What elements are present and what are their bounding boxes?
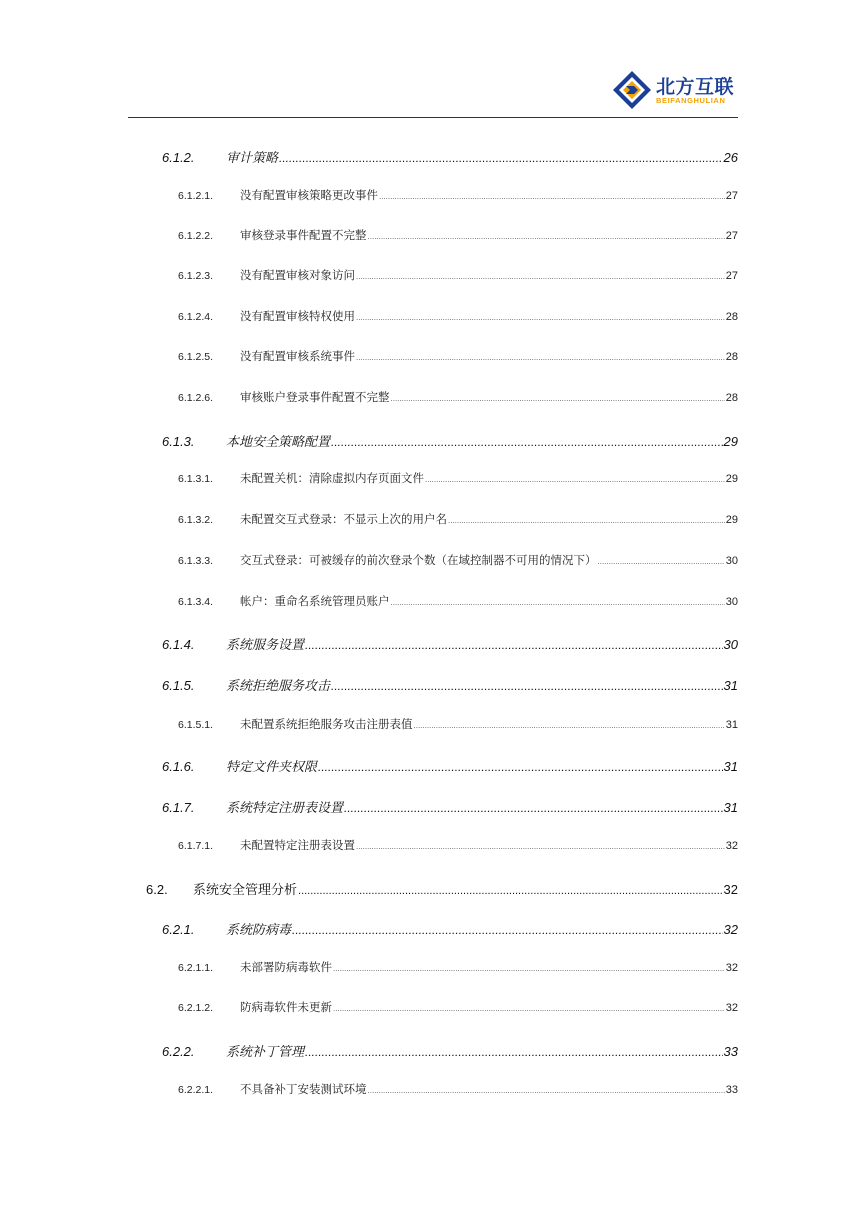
- toc-entry[interactable]: [178, 389, 738, 405]
- toc-dot-leader: [318, 760, 723, 774]
- toc-dot-leader: [305, 638, 723, 652]
- toc-dot-leader: [425, 475, 725, 484]
- toc-entry-title: 没有配置审核对象访问: [240, 268, 355, 282]
- toc-entry[interactable]: [146, 879, 738, 898]
- toc-entry[interactable]: [178, 227, 738, 243]
- toc-dot-leader: [333, 1004, 725, 1013]
- toc-entry-title: 审核账户登录事件配置不完整: [240, 390, 390, 404]
- toc-entry[interactable]: [178, 959, 738, 975]
- toc-entry[interactable]: [162, 634, 738, 653]
- toc-entry-title: 系统安全管理分析: [193, 883, 298, 898]
- toc-entry[interactable]: [178, 552, 738, 568]
- toc-entry[interactable]: [178, 716, 738, 732]
- toc-dot-leader: [331, 435, 723, 449]
- toc-entry-page: 32: [723, 882, 738, 897]
- toc-entry[interactable]: [178, 267, 738, 283]
- logo-chinese-name: 北方互联: [656, 76, 735, 98]
- toc-dot-leader: [356, 842, 725, 851]
- toc-dot-leader: [356, 272, 725, 281]
- toc-entry[interactable]: [178, 1081, 738, 1097]
- toc-entry-number: 6.1.7.: [162, 800, 195, 815]
- toc-dot-leader: [333, 964, 725, 973]
- toc-dot-leader: [279, 151, 723, 165]
- toc-entry-number: 6.2.1.: [162, 922, 195, 937]
- toc-entry-number: 6.1.5.1.: [178, 719, 214, 731]
- toc-entry-number: 6.2.2.1.: [178, 1084, 214, 1096]
- toc-entry-title: 未配置特定注册表设置: [240, 838, 355, 852]
- toc-entry[interactable]: [162, 147, 738, 166]
- toc-dot-leader: [305, 1045, 723, 1059]
- toc-entry-title: 系统防病毒: [226, 923, 292, 938]
- toc-entry[interactable]: [178, 511, 738, 527]
- toc-entry[interactable]: [178, 593, 738, 609]
- toc-dot-leader: [379, 192, 725, 201]
- toc-entry-page: 27: [725, 270, 738, 282]
- toc-entry-title: 系统服务设置: [226, 638, 305, 653]
- toc-entry-page: 32: [725, 1002, 738, 1014]
- toc-entry-page: 30: [725, 596, 738, 608]
- toc-entry-title: 系统拒绝服务攻击: [226, 679, 331, 694]
- toc-entry-number: 6.2.1.1.: [178, 962, 214, 974]
- toc-entry-number: 6.2.2.: [162, 1044, 195, 1059]
- toc-entry[interactable]: [178, 470, 738, 486]
- toc-entry-title: 交互式登录：可被缓存的前次登录个数（在域控制器不可用的情况下）: [240, 553, 597, 567]
- toc-entry[interactable]: [178, 348, 738, 364]
- toc-entry[interactable]: [178, 308, 738, 324]
- toc-entry-number: 6.2.1.2.: [178, 1002, 214, 1014]
- toc-entry-page: 27: [725, 190, 738, 202]
- toc-entry-number: 6.1.2.5.: [178, 351, 214, 363]
- toc-dot-leader: [368, 232, 725, 241]
- toc-entry-title: 没有配置审核策略更改事件: [240, 188, 378, 202]
- toc-entry[interactable]: [178, 187, 738, 203]
- toc-dot-leader: [391, 598, 725, 607]
- toc-entry-number: 6.1.7.1.: [178, 840, 214, 852]
- toc-entry-number: 6.2.: [146, 882, 168, 897]
- toc-entry-number: 6.1.2.4.: [178, 311, 214, 323]
- logo-diamond-icon: [612, 70, 652, 110]
- toc-dot-leader: [414, 721, 725, 730]
- toc-entry[interactable]: [178, 837, 738, 853]
- toc-entry-number: 6.1.2.: [162, 150, 195, 165]
- toc-entry-title: 帐户：重命名系统管理员账户: [240, 594, 390, 608]
- toc-entry-number: 6.1.3.2.: [178, 514, 214, 526]
- toc-entry-page: 31: [723, 759, 738, 774]
- toc-entry-title: 特定文件夹权限: [226, 760, 318, 775]
- toc-entry-page: 29: [723, 434, 738, 449]
- toc-entry-page: 31: [723, 800, 738, 815]
- toc-dot-leader: [598, 557, 725, 566]
- toc-entry[interactable]: [162, 756, 738, 775]
- toc-entry-page: 33: [725, 1084, 738, 1096]
- toc-entry-page: 30: [725, 555, 738, 567]
- toc-dot-leader: [448, 516, 725, 525]
- toc-entry-page: 28: [725, 392, 738, 404]
- toc-entry-number: 6.1.4.: [162, 637, 195, 652]
- toc-entry-page: 28: [725, 351, 738, 363]
- toc-dot-leader: [368, 1086, 725, 1095]
- toc-entry-title: 审核登录事件配置不完整: [240, 228, 367, 242]
- toc-dot-leader: [292, 923, 723, 937]
- toc-entry[interactable]: [178, 999, 738, 1015]
- toc-entry-title: 系统特定注册表设置: [226, 801, 344, 816]
- toc-entry-number: 6.1.2.6.: [178, 392, 214, 404]
- toc-entry-page: 28: [725, 311, 738, 323]
- toc-entry-page: 32: [725, 962, 738, 974]
- toc-dot-leader: [344, 801, 723, 815]
- toc-entry-number: 6.1.5.: [162, 678, 195, 693]
- toc-entry-page: 32: [723, 922, 738, 937]
- toc-dot-leader: [356, 353, 725, 362]
- toc-entry-page: 32: [725, 840, 738, 852]
- toc-entry-title: 没有配置审核特权使用: [240, 309, 355, 323]
- toc-entry-number: 6.1.2.1.: [178, 190, 214, 202]
- toc-entry-number: 6.1.3.3.: [178, 555, 214, 567]
- toc-dot-leader: [331, 679, 723, 693]
- toc-entry-page: 29: [725, 473, 738, 485]
- toc-entry-page: 30: [723, 637, 738, 652]
- toc-entry[interactable]: [162, 797, 738, 816]
- header-divider: [128, 117, 738, 118]
- toc-entry-number: 6.1.3.4.: [178, 596, 214, 608]
- toc-entry-title: 未部署防病毒软件: [240, 960, 332, 974]
- toc-entry-number: 6.1.6.: [162, 759, 195, 774]
- toc-dot-leader: [391, 394, 725, 403]
- toc-entry-title: 没有配置审核系统事件: [240, 349, 355, 363]
- toc-entry-title: 审计策略: [226, 151, 279, 166]
- toc-entry-number: 6.1.3.1.: [178, 473, 214, 485]
- company-logo: [612, 68, 737, 112]
- toc-entry-title: 未配置交互式登录：不显示上次的用户名: [240, 512, 447, 526]
- toc-entry-number: 6.1.3.: [162, 434, 195, 449]
- toc-entry-title: 未配置关机：清除虚拟内存页面文件: [240, 471, 424, 485]
- toc-entry-page: 27: [725, 230, 738, 242]
- toc-entry-number: 6.1.2.2.: [178, 230, 214, 242]
- toc-entry-title: 本地安全策略配置: [226, 435, 331, 450]
- toc-entry-title: 系统补丁管理: [226, 1045, 305, 1060]
- toc-entry[interactable]: [162, 919, 738, 938]
- toc-entry-title: 不具备补丁安装测试环境: [240, 1082, 367, 1096]
- toc-entry[interactable]: [162, 1041, 738, 1060]
- toc-entry-title: 防病毒软件未更新: [240, 1000, 332, 1014]
- toc-entry-page: 31: [723, 678, 738, 693]
- logo-english-name: BEIFANGHULIAN: [656, 96, 726, 105]
- toc-entry-title: 未配置系统拒绝服务攻击注册表值: [240, 717, 413, 731]
- toc-entry-page: 26: [723, 150, 738, 165]
- toc-entry-page: 31: [725, 719, 738, 731]
- toc-entry-page: 33: [723, 1044, 738, 1059]
- toc-entry-number: 6.1.2.3.: [178, 270, 214, 282]
- toc-entry[interactable]: [162, 675, 738, 694]
- toc-dot-leader: [356, 313, 725, 322]
- toc-entry[interactable]: [162, 431, 738, 450]
- toc-entry-page: 29: [725, 514, 738, 526]
- toc-dot-leader: [298, 885, 723, 897]
